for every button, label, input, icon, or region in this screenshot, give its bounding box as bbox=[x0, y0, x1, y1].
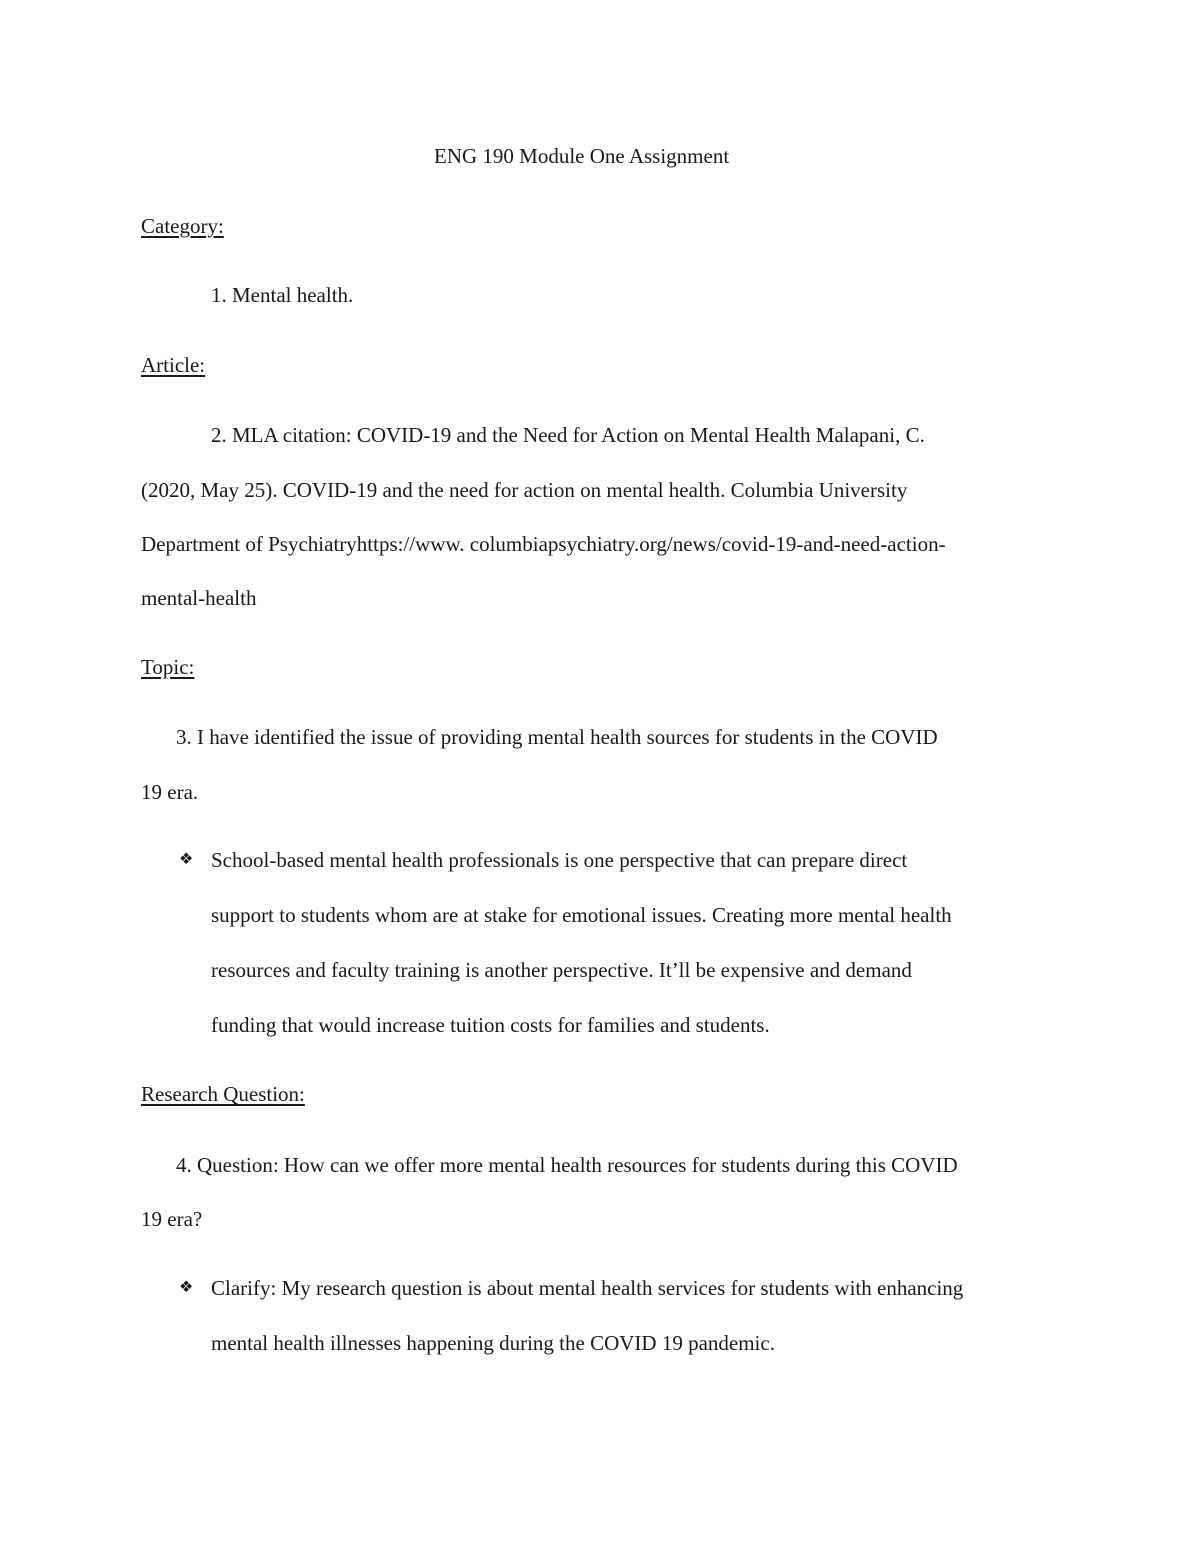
category-heading: Category: bbox=[141, 214, 224, 238]
topic-bullet-line: funding that would increase tuition costs for families and students. bbox=[211, 1013, 770, 1037]
article-citation-line: 2. MLA citation: COVID-19 and the Need for Action on Mental Health Malapani, C. bbox=[211, 423, 925, 447]
research-question-bullet-line: Clarify: My research question is about mental health services for students with enhancing bbox=[211, 1276, 964, 1300]
article-citation-line: Department of Psychiatryhttps://www. columbiapsychiatry.org/news/covid-19-and-need-action- bbox=[141, 532, 946, 556]
topic-bullet-line: support to students whom are at stake for emotional issues. Creating more mental health bbox=[211, 903, 952, 927]
category-item: 1. Mental health. bbox=[211, 283, 354, 307]
research-question-line: 4. Question: How can we offer more mental health resources for students during this COVID bbox=[176, 1153, 958, 1177]
article-citation-line: mental-health bbox=[141, 586, 257, 610]
bullet-diamond-icon: ❖ bbox=[179, 1279, 194, 1296]
article-heading: Article: bbox=[141, 353, 206, 377]
research-question-line: 19 era? bbox=[141, 1207, 203, 1231]
topic-bullet-line: School-based mental health professionals is one perspective that can prepare direct bbox=[211, 848, 908, 872]
topic-line: 3. I have identified the issue of providing mental health sources for students in the COVID bbox=[176, 725, 938, 749]
document-title: ENG 190 Module One Assignment bbox=[434, 144, 730, 168]
bullet-diamond-icon: ❖ bbox=[179, 851, 194, 868]
research-question-bullet-line: mental health illnesses happening during the COVID 19 pandemic. bbox=[211, 1331, 775, 1355]
topic-heading: Topic: bbox=[141, 655, 195, 679]
topic-line: 19 era. bbox=[141, 780, 199, 804]
topic-bullet-line: resources and faculty training is another perspective. It’ll be expensive and demand bbox=[211, 958, 912, 982]
research-question-heading: Research Question: bbox=[141, 1082, 305, 1106]
article-citation-line: (2020, May 25). COVID-19 and the need for action on mental health. Columbia University bbox=[141, 478, 908, 502]
